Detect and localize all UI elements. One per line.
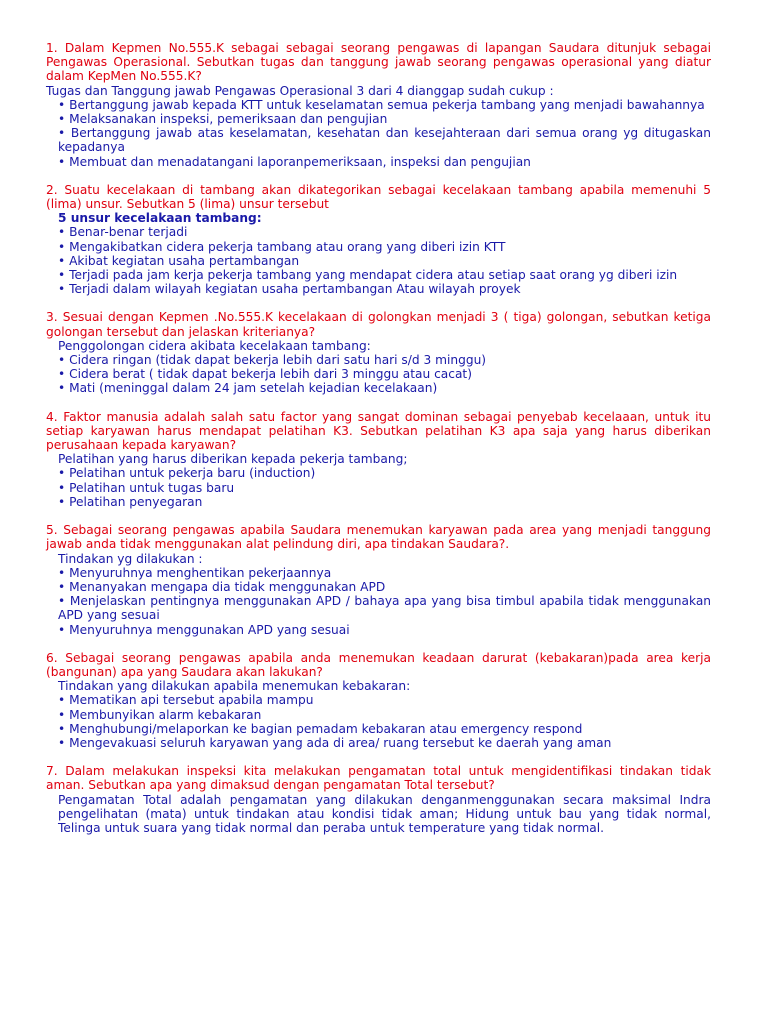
question-text: 4. Faktor manusia adalah salah satu factor yang sangat dominan sebagai penyebab kecelaaan, untuk itu setiap karyawan harus mendapat pelatihan K3. Sebutkan pelatihan K3 apa saja yang harus diberikan perusahaan kepada karyawan? <box>46 409 711 453</box>
answer-list <box>58 225 711 296</box>
list-item: • Mengevakuasi seluruh karyawan yang ada di area/ ruang tersebut ke daerah yang aman <box>58 735 612 750</box>
list-item: • Mengakibatkan cidera pekerja tambang atau orang yang diberi izin KTT <box>58 239 506 254</box>
bullet-icon: • <box>58 565 66 580</box>
bullet-icon: • <box>58 225 66 240</box>
bullet-icon: • <box>58 353 66 368</box>
bullet-icon: • <box>58 126 66 141</box>
question-block-3 <box>46 310 711 395</box>
question-block-2 <box>46 183 711 297</box>
list-item: • Pelatihan untuk pekerja baru (induction) <box>58 466 316 481</box>
question-block-7 <box>46 764 711 835</box>
bullet-icon: • <box>58 735 66 750</box>
bullet-icon: • <box>58 707 66 722</box>
answer-body <box>58 552 711 637</box>
list-item: • Cidera ringan (tidak dapat bekerja lebih dari satu hari s/d 3 minggu) <box>58 353 487 368</box>
list-item: • Terjadi dalam wilayah kegiatan usaha pertambangan Atau wilayah proyek <box>58 282 521 297</box>
bullet-icon: • <box>58 381 66 396</box>
list-item: • Menyuruhnya menghentikan pekerjaannya <box>58 565 332 580</box>
list-item: • Menanyakan mengapa dia tidak menggunakan APD <box>58 579 386 594</box>
list-item: • Cidera berat ( tidak dapat bekerja lebih dari 3 minggu atau cacat) <box>58 367 472 382</box>
answer-body <box>58 211 711 296</box>
bullet-icon: • <box>58 480 66 495</box>
answer-body <box>58 679 711 750</box>
answer-intro: Pelatihan yang harus diberikan kepada pekerja tambang; <box>58 452 408 467</box>
answer-intro: 5 unsur kecelakaan tambang: <box>58 211 262 226</box>
question-text: 1. Dalam Kepmen No.555.K sebagai sebagai seorang pengawas di lapangan Saudara ditunjuk sebagai Pengawas Operasional. Sebutkan tugas dan tanggung jawab seorang pengawas operasional yang diatur dalam KepMen No.555.K? <box>46 41 711 84</box>
list-item: • Menjelaskan pentingnya menggunakan APD / bahaya apa yang bisa timbul apabila tidak menggunakan APD yang sesuai <box>58 594 712 623</box>
answer-intro: Tugas dan Tanggung jawab Pengawas Operasional 3 dari 4 dianggap sudah cukup : <box>46 83 554 98</box>
list-item: • Membunyikan alarm kebakaran <box>58 707 262 722</box>
bullet-icon: • <box>58 239 66 254</box>
bullet-icon: • <box>58 367 66 382</box>
answer-list <box>58 566 711 637</box>
list-item: • Akibat kegiatan usaha pertambangan <box>58 253 300 268</box>
list-item: • Menyuruhnya menggunakan APD yang sesuai <box>58 622 350 637</box>
bullet-icon: • <box>58 268 66 283</box>
answer-intro: Penggolongan cidera akibata kecelakaan tambang: <box>58 338 371 353</box>
answer-list <box>58 466 711 509</box>
list-item: • Melaksanakan inspeksi, pemeriksaan dan pengujian <box>58 112 388 127</box>
question-text: 2. Suatu kecelakaan di tambang akan dikategorikan sebagai kecelakaan tambang apabila memenuhi 5 (lima) unsur. Sebutkan 5 (lima) unsur tersebut <box>46 182 711 212</box>
bullet-icon: • <box>58 154 66 169</box>
list-item: • Pelatihan untuk tugas baru <box>58 480 235 495</box>
list-item: • Bertanggung jawab atas keselamatan, kesehatan dan kesejahteraan dari semua orang yg ditugaskan kepadanya <box>58 126 711 155</box>
answer-intro: Tindakan yang dilakukan apabila menemukan kebakaran: <box>58 679 411 694</box>
answer-paragraph: Pengamatan Total adalah pengamatan yang dilakukan denganmenggunakan secara maksimal Indra pengelihatan (mata) untuk tindakan atau kondisi tidak aman; Hidung untuk bau yang tidak normal, Telinga untuk suara yang tidak normal dan peraba untuk temperature yang tidak normal. <box>58 792 711 835</box>
list-item: • Membuat dan menadatangani laporanpemeriksaan, inspeksi dan pengujian <box>58 154 531 169</box>
answer-list <box>58 353 711 396</box>
question-block-6 <box>46 651 711 750</box>
bullet-icon: • <box>58 494 66 509</box>
question-block-5 <box>46 523 711 637</box>
answer-list <box>58 98 711 169</box>
list-item: • Bertanggung jawab kepada KTT untuk keselamatan semua pekerja tambang yang menjadi bawahannya <box>58 97 705 112</box>
bullet-icon: • <box>58 622 66 637</box>
question-block-4 <box>46 410 711 509</box>
answer-body <box>58 339 711 396</box>
bullet-icon: • <box>58 253 66 268</box>
bullet-icon: • <box>58 282 66 297</box>
answer-intro: Tindakan yg dilakukan : <box>58 551 203 566</box>
question-text: 5. Sebagai seorang pengawas apabila Saudara menemukan karyawan pada area yang menjadi tanggung jawab anda tidak menggunakan alat pelindung diri, apa tindakan Saudara?. <box>46 523 711 552</box>
list-item: • Pelatihan penyegaran <box>58 494 203 509</box>
answer-body <box>58 452 711 509</box>
question-text: 6. Sebagai seorang pengawas apabila anda menemukan keadaan darurat (kebakaran)pada area kerja (bangunan) apa yang Saudara akan lakukan? <box>46 650 711 679</box>
bullet-icon: • <box>58 579 66 594</box>
bullet-icon: • <box>58 97 66 112</box>
bullet-icon: • <box>58 112 66 127</box>
list-item: • Benar-benar terjadi <box>58 225 188 240</box>
bullet-icon: • <box>58 693 66 708</box>
question-text: 3. Sesuai dengan Kepmen .No.555.K kecelakaan di golongkan menjadi 3 ( tiga) golongan, sebutkan ketiga golongan tersebut dan jelaskan kriterianya? <box>46 310 711 339</box>
bullet-icon: • <box>58 721 66 736</box>
list-item: • Mati (meninggal dalam 24 jam setelah kejadian kecelakaan) <box>58 381 438 396</box>
bullet-icon: • <box>58 594 66 609</box>
question-block-1 <box>46 41 711 169</box>
bullet-icon: • <box>58 466 66 481</box>
question-text: 7. Dalam melakukan inspeksi kita melakukan pengamatan total untuk mengidentifikasi tindakan tidak aman. Sebutkan apa yang dimaksud dengan pengamatan Total tersebut? <box>46 764 711 793</box>
answer-list <box>58 693 711 750</box>
list-item: • Menghubungi/melaporkan ke bagian pemadam kebakaran atau emergency respond <box>58 721 583 736</box>
list-item: • Mematikan api tersebut apabila mampu <box>58 693 314 708</box>
list-item: • Terjadi pada jam kerja pekerja tambang yang mendapat cidera atau setiap saat orang yg diberi izin <box>58 268 678 283</box>
